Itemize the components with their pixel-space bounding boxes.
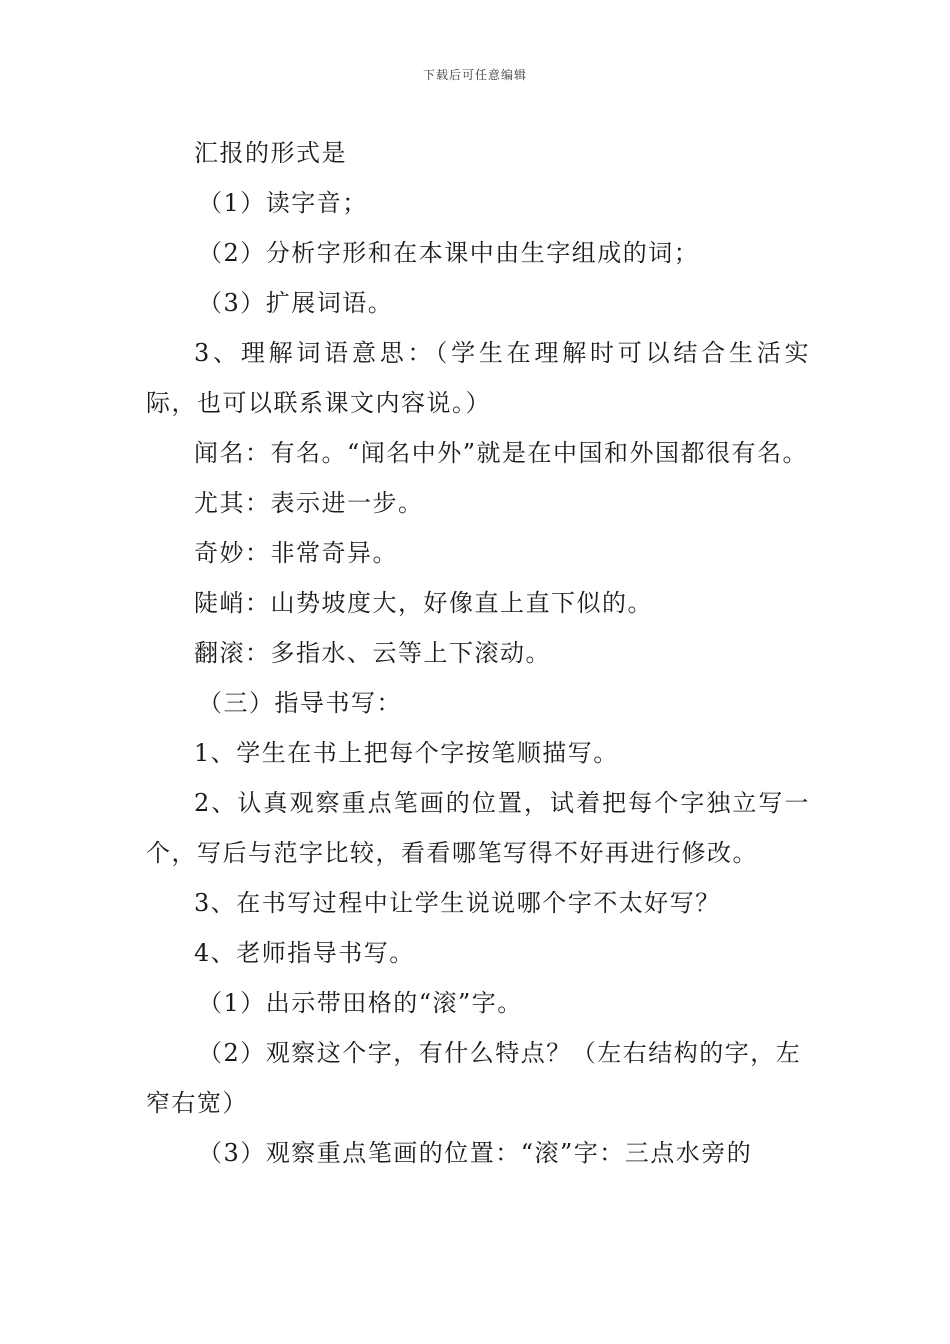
- paragraph-qimiao: 奇妙：非常奇异。: [194, 539, 398, 567]
- paragraph-expand-words: （3）扩展词语。: [198, 289, 394, 317]
- paragraph-understand-meaning: 3、理解词语意思：（学生在理解时可以结合生活实际，也可以联系课文内容说。）: [146, 339, 810, 417]
- paragraph-read-sound: （1）读字音；: [198, 189, 368, 217]
- paragraph-step-3: 3、在书写过程中让学生说说哪个字不太好写？: [194, 889, 721, 917]
- paragraph-observe-strokes: （3）观察重点笔画的位置：“滚”字：三点水旁的: [198, 1139, 753, 1167]
- paragraph-fangun: 翻滚：多指水、云等上下滚动。: [194, 639, 551, 667]
- paragraph-step-2: 2、认真观察重点笔画的位置，试着把每个字独立写一个，写后与范字比较，看看哪笔写得不好再进行修改。: [146, 789, 810, 867]
- paragraph-observe-character: （2）观察这个字，有什么特点？（左右结构的字，左窄右宽）: [146, 1039, 802, 1117]
- paragraph-wenming: 闻名：有名。“闻名中外”就是在中国和外国都很有名。: [194, 439, 809, 467]
- paragraph-step-1: 1、学生在书上把每个字按笔顺描写。: [194, 739, 619, 767]
- paragraph-report-format: 汇报的形式是: [194, 139, 347, 167]
- paragraph-step-4: 4、老师指导书写。: [194, 939, 415, 967]
- page-header: 下载后可任意编辑: [422, 68, 527, 82]
- paragraph-youqi: 尤其：表示进一步。: [194, 489, 424, 517]
- document-body: [146, 128, 810, 1178]
- paragraph-show-character: （1）出示带田格的“滚”字。: [198, 989, 523, 1017]
- section-heading-writing: （三）指导书写：: [198, 689, 402, 717]
- paragraph-analyze-shape: （2）分析字形和在本课中由生字组成的词；: [198, 239, 700, 267]
- paragraph-douqiao: 陡峭：山势坡度大，好像直上直下似的。: [194, 589, 653, 617]
